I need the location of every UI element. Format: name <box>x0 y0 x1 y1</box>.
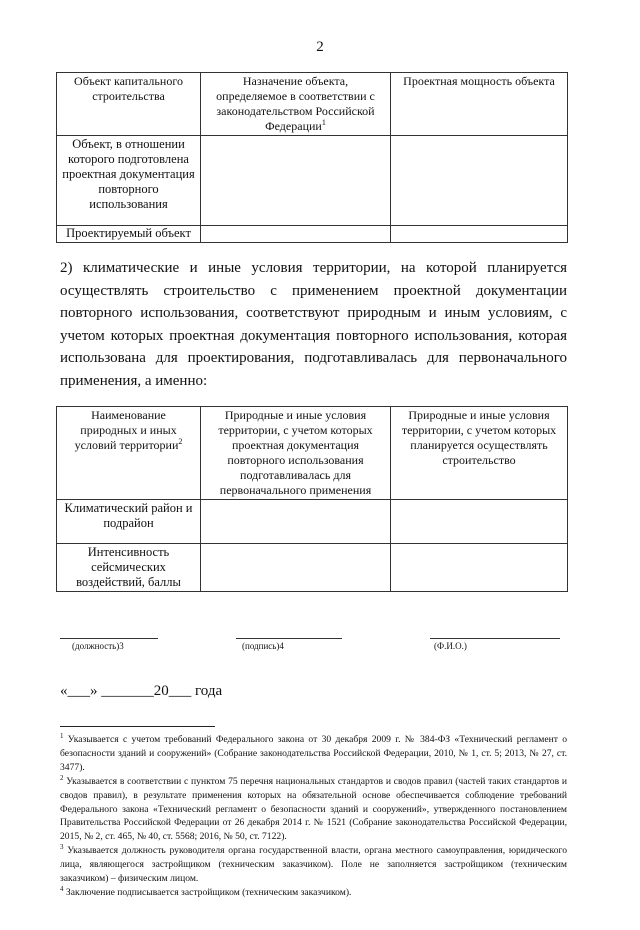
conditions-paragraph: 2) климатические и иные условия территории, на которой планируется осуществлять строительство с применением проектной документации повторного использования, соответствуют природным и иным условиям, с учетом которых проектная документация повторного использования, которая использована для проектирования, подготавливалась для первоначального применения, а именно: <box>60 260 568 389</box>
position-signature-line[interactable]: (должность)3 <box>60 638 158 652</box>
table-cell[interactable] <box>201 226 391 243</box>
signature-line[interactable]: (подпись)4 <box>236 638 342 652</box>
row-label: Климатический район и подрайон <box>57 500 201 544</box>
page-number: 2 <box>316 39 324 55</box>
footnote: $^2$ Указывается в соответствии с пунктом 75 перечня национальных стандартов и сводов правил (частей таких стандартов и сводов правил), в результате применения которых на обязательной основе обеспечивается соблюдение требований Федерального закона «Технический регламент о безопасности зданий и сооружений», утвержденного постановлением Правительства Российской Федерации от 26 декабря 2014 г. № 1521 (Собрание законодательства Российской Федерации, 2015, № 2, ст. 465, № 40, ст. 5568; 2016, № 50, ст. 7122). <box>60 773 567 843</box>
row-label: Проектируемый объект <box>57 226 201 243</box>
footnote-divider <box>60 726 215 727</box>
table-cell[interactable] <box>201 136 391 226</box>
natural-conditions-table <box>56 406 568 592</box>
header-cell: Природные и иные условия территории, с учетом которых проектная документация повторного использования подготавливалась для первоначального применения <box>201 407 391 500</box>
header-cell: Объект капитального строительства <box>57 73 201 136</box>
header-cell: Назначение объекта, определяемое в соответствии с законодательством Российской Федерации$^1$ <box>201 73 391 136</box>
table-row <box>57 544 568 592</box>
table-header-row <box>57 407 568 500</box>
footnotes <box>60 733 567 900</box>
table-header-row <box>57 73 568 136</box>
name-signature-line[interactable]: (Ф.И.О.) <box>430 638 560 652</box>
signature-row <box>60 638 567 652</box>
row-label: Интенсивность сейсмических воздействий, баллы <box>57 544 201 592</box>
table-cell[interactable] <box>391 500 568 544</box>
row-label: Объект, в отношении которого подготовлена проектная документация повторного использования <box>57 136 201 226</box>
footnote: $^1$ Указывается с учетом требований Федерального закона от 30 декабря 2009 г. № 384-ФЗ «Технический регламент о безопасности зданий и сооружений» (Собрание законодательства Российской Федерации, 2010, № 1, ст. 5; 2013, № 27, ст. 3477). <box>60 731 567 773</box>
date-line[interactable]: «___» _______20___ года <box>60 683 223 699</box>
footnote: $^3$ Указывается должность руководителя органа государственной власти, органа местного самоуправления, юридического лица, являющегося застройщиком (техническим заказчиком). Поле не заполняется застройщиком (техническим заказчиком) – физическим лицом. <box>60 843 567 885</box>
header-cell: Природные и иные условия территории, с учетом которых планируется осуществлять строительство <box>391 407 568 500</box>
table-row <box>57 136 568 226</box>
table-cell[interactable] <box>201 544 391 592</box>
table-cell[interactable] <box>391 136 568 226</box>
table-cell[interactable] <box>201 500 391 544</box>
table-row <box>57 500 568 544</box>
table-row <box>57 226 568 243</box>
footnote: $^4$ Заключение подписывается застройщиком (техническим заказчиком). <box>60 884 352 898</box>
table-cell[interactable] <box>391 544 568 592</box>
table-cell[interactable] <box>391 226 568 243</box>
capital-object-table <box>56 72 568 243</box>
footnote-ref: 1 <box>321 118 326 127</box>
footnote-ref: 2 <box>178 437 183 446</box>
header-cell: Наименование природных и иных условий территории$^2$ <box>57 407 201 500</box>
header-cell: Проектная мощность объекта <box>391 73 568 136</box>
